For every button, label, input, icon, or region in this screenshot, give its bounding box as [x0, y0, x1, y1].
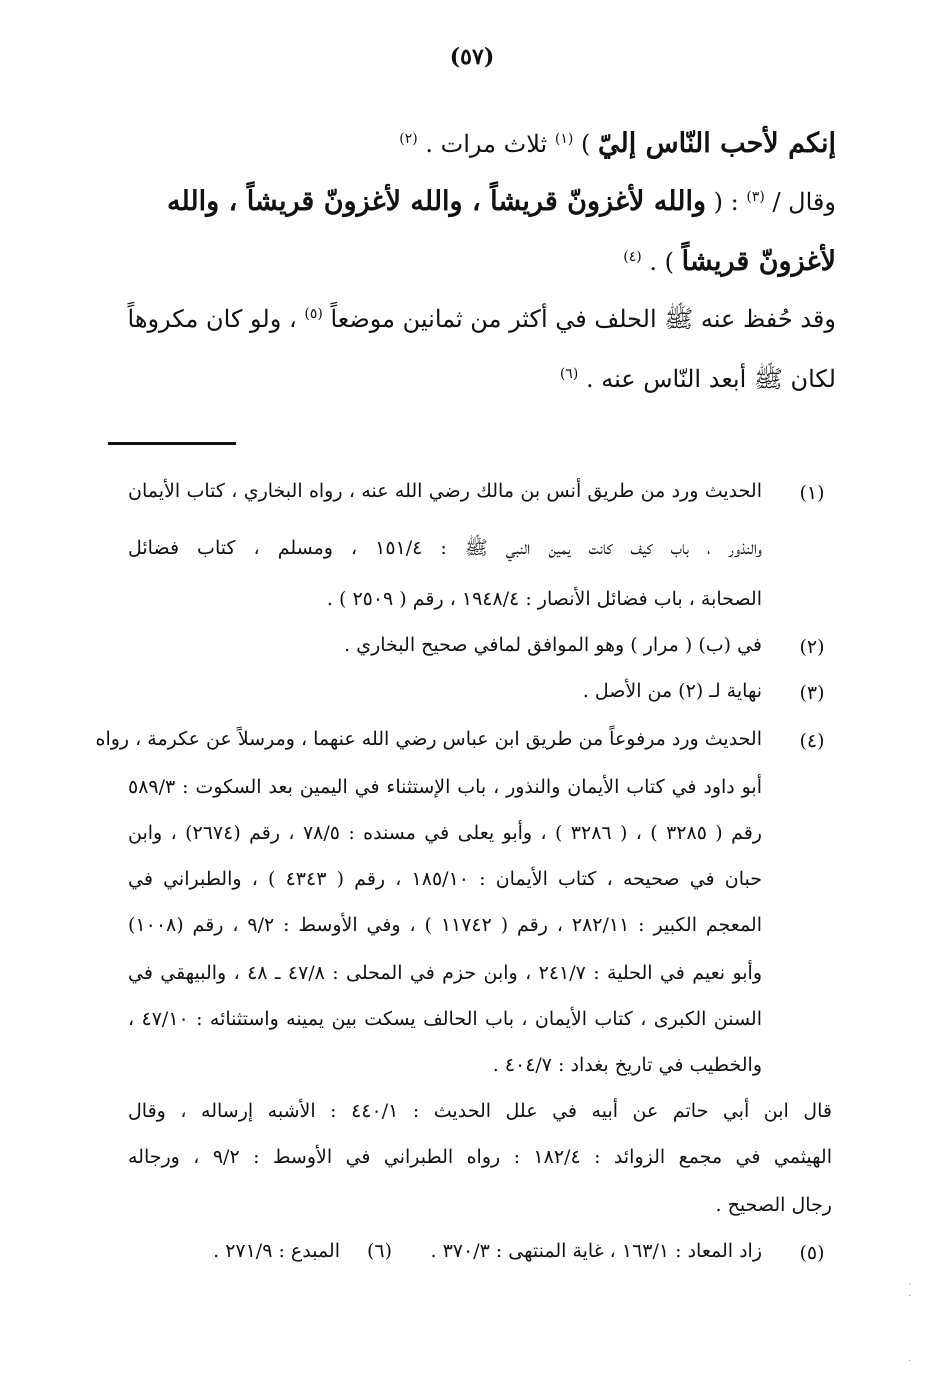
body-line-5 — [560, 364, 836, 399]
hadith-quote: إنكم لأحب النّاس إليّ — [598, 128, 836, 159]
hadith-quote: والله لأغزونّ قريشاً ، والله لأغزونّ قريشاً ، والله — [167, 186, 706, 217]
footnote-separator — [108, 442, 236, 445]
body-text: ) . — [649, 248, 675, 276]
body-text: لكان ﷺ أبعد النّاس عنه . — [585, 365, 836, 393]
page-number: (٥٧) — [449, 44, 495, 70]
footnote-line: الصحابة ، باب فضائل الأنصار : ١٩٤٨/٤ ، رقم ( ٢٥٠٩ ) . — [326, 588, 762, 610]
footnote-line: قال ابن أبي حاتم عن أبيه في علل الحديث : ٤٤٠/١ : الأشبه إرساله ، وقال — [128, 1100, 832, 1122]
footnote-number: (٤) — [799, 730, 825, 752]
footnote-line: رقم ( ٣٢٨٥ ) ، ( ٣٢٨٦ ) ، وأبو يعلى في مسنده : ٧٨/٥ ، رقم (٢٦٧٤) ، وابن — [128, 822, 762, 844]
body-line-4 — [128, 304, 837, 339]
body-line-3 — [623, 246, 836, 277]
body-line-1 — [399, 128, 836, 159]
body-text: : ( — [713, 188, 739, 216]
footnote-line: السنن الكبرى ، كتاب الأيمان ، باب الحالف يسكت بين يمينه واستثنائه : ٤٧/١٠ ، — [128, 1008, 762, 1030]
scan-artifact: · — [908, 1356, 912, 1367]
footnote-line: الهيثمي في مجمع الزوائد : ١٨٢/٤ : رواه الطبراني في الأوسط : ٩/٢ ، ورجاله — [128, 1146, 832, 1168]
footnote-line: والخطيب في تاريخ بغداد : ٤٠٤/٧ . — [492, 1054, 762, 1076]
footnote-ref: (٣) — [746, 189, 765, 205]
body-text: وقال / — [772, 188, 836, 216]
footnote-line: حبان في صحيحه ، كتاب الأيمان : ١٨٥/١٠ ، رقم ( ٤٣٤٣ ) ، والطبراني في — [128, 868, 762, 890]
footnote-ref: (١) — [554, 131, 574, 147]
footnote-number: (٢) — [799, 636, 825, 658]
footnote-ref: (٥) — [304, 306, 323, 322]
footnote-ref: (٢) — [399, 131, 418, 147]
footnote-number: (٥) — [799, 1242, 825, 1264]
footnote-line: المبدع : ٢٧١/٩ . — [213, 1240, 340, 1262]
body-text: ثلاث مرات . — [425, 130, 548, 158]
body-text: ، ولو كان مكروهاً — [127, 305, 297, 333]
footnote-line: الحديث ورد من طريق أنس بن مالك رضي الله عنه ، رواه البخاري ، كتاب الأيمان — [128, 480, 762, 502]
hadith-quote: لأغزونّ قريشاً — [681, 246, 836, 277]
footnote-line: أبو داود في كتاب الأيمان والنذور ، باب الإستثناء في اليمين بعد السكوت : ٥٨٩/٣ — [128, 776, 762, 798]
footnote-line: نهاية لـ (٢) من الأصل . — [582, 680, 762, 702]
footnote-line: المعجم الكبير : ٢٨٢/١١ ، رقم ( ١١٧٤٢ ) ، وفي الأوسط : ٩/٢ ، رقم (١٠٠٨) — [128, 914, 763, 936]
footnote-ref: (٤) — [623, 249, 642, 265]
footnote-number: (٣) — [799, 682, 825, 704]
body-line-2 — [167, 186, 836, 217]
body-text: وقد حُفظ عنه ﷺ الحلف في أكثر من ثمانين موضعاً — [330, 305, 836, 333]
footnote-line: رجال الصحيح . — [715, 1194, 832, 1216]
quote-close: ) — [580, 130, 591, 158]
footnote-line: الحديث ورد مرفوعاً من طريق ابن عباس رضي الله عنهما ، ومرسلاً عن عكرمة ، رواه — [95, 728, 762, 750]
footnote-number: (٦) — [366, 1240, 392, 1262]
footnote-line: والنذور ، باب كيف كانت يمين النبي ﷺ : ١٥١/٤ ، ومسلم ، كتاب فضائل — [128, 537, 762, 559]
footnote-number: (١) — [799, 482, 825, 504]
scan-artifact: · · — [908, 1280, 912, 1302]
footnote-line: زاد المعاد : ١٦٣/١ ، غاية المنتهى : ٣٧٠/٣ . — [430, 1240, 762, 1262]
footnote-line: وأبو نعيم في الحلية : ٢٤١/٧ ، وابن حزم في المحلى : ٤٧/٨ ـ ٤٨ ، والبيهقي في — [128, 962, 762, 984]
footnote-ref: (٦) — [559, 366, 579, 382]
footnote-line: في (ب) ( مرار ) وهو الموافق لمافي صحيح البخاري . — [344, 634, 762, 656]
